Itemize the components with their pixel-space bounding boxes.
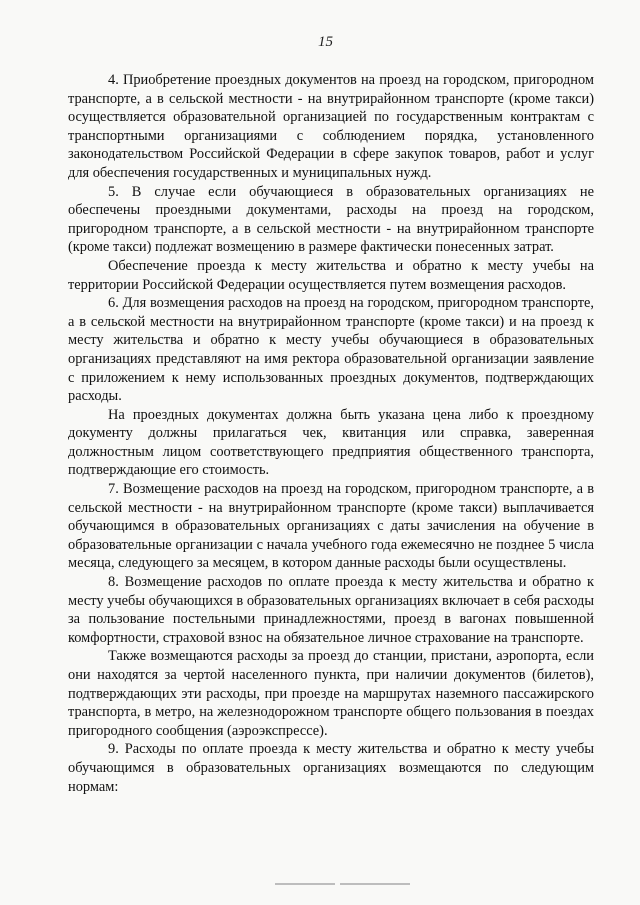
- paragraph-6-continuation: На проездных документах должна быть указана цена либо к проездному документу должны прилагаться чек, квитанция или справка, заверенная должностным лицом соответствующего предприятия общественного транспорта, подтверждающие его стоимость.: [68, 406, 594, 479]
- paragraph-5: 5. В случае если обучающиеся в образовательных организациях не обеспечены проездными документами, расходы на проезд на городском, пригородном транспорте, а в сельской местности - на внутрирайонном транспорте (кроме такси) подлежат возмещению в размере фактически понесенных затрат.: [68, 183, 594, 256]
- paragraph-5-continuation: Обеспечение проезда к месту жительства и обратно к месту учебы на территории Российской Федерации осуществляется путем возмещения расходов.: [68, 257, 594, 293]
- paragraph-4: 4. Приобретение проездных документов на проезд на городском, пригородном транспорте, а в сельской местности - на внутрирайонном транспорте (кроме такси) осуществляется образовательной организацией по государственным контрактам с транспортными организациями с соблюдением порядка, установленного законодательством Российской Федерации в сфере закупок товаров, работ и услуг для обеспечения государственных и муниципальных нужд.: [68, 72, 594, 181]
- document-body: [68, 71, 594, 796]
- paragraph-9: 9. Расходы по оплате проезда к месту жительства и обратно к месту учебы обучающимся в образовательных организациях возмещаются по следующим нормам:: [68, 741, 594, 795]
- scan-artifact-line: [340, 883, 410, 885]
- paragraph-8-continuation: Также возмещаются расходы за проезд до станции, пристани, аэропорта, если они находятся за чертой населенного пункта, при наличии документов (билетов), подтверждающих эти расходы, при проезде на маршрутах наземного пассажирского транспорта, в метро, на железнодорожном транспорте общего пользования в поездах пригородного сообщения (аэроэкспрессе).: [68, 648, 594, 739]
- paragraph-8: 8. Возмещение расходов по оплате проезда к месту жительства и обратно к месту учебы обучающихся в образовательных организациях включает в себя расходы за пользование постельными принадлежностями, проезд в вагонах повышенной комфортности, страховой взнос на обязательное личное страхование на транспорте.: [68, 574, 594, 646]
- page-number: 15: [318, 34, 333, 50]
- paragraph-7: 7. Возмещение расходов на проезд на городском, пригородном транспорте, а в сельской местности - на внутрирайонном транспорте (кроме такси) выплачивается обучающимся в образовательных организациях с даты зачисления на обучение в образовательные организации с начала учебного года ежемесячно не позднее 5 числа месяца, следующего за месяцем, в котором данные расходы были осуществлены.: [68, 481, 594, 572]
- scan-artifact-line: [275, 883, 335, 885]
- paragraph-6: 6. Для возмещения расходов на проезд на городском, пригородном транспорте, а в сельской местности на внутрирайонном транспорте (кроме такси) и на проезд к месту жительства и обратно к месту учебы обучающиеся в образовательных организациях представляют на имя ректора образовательной организации заявление с приложением к нему использованных проездных документов, подтверждающих расходы.: [68, 295, 594, 405]
